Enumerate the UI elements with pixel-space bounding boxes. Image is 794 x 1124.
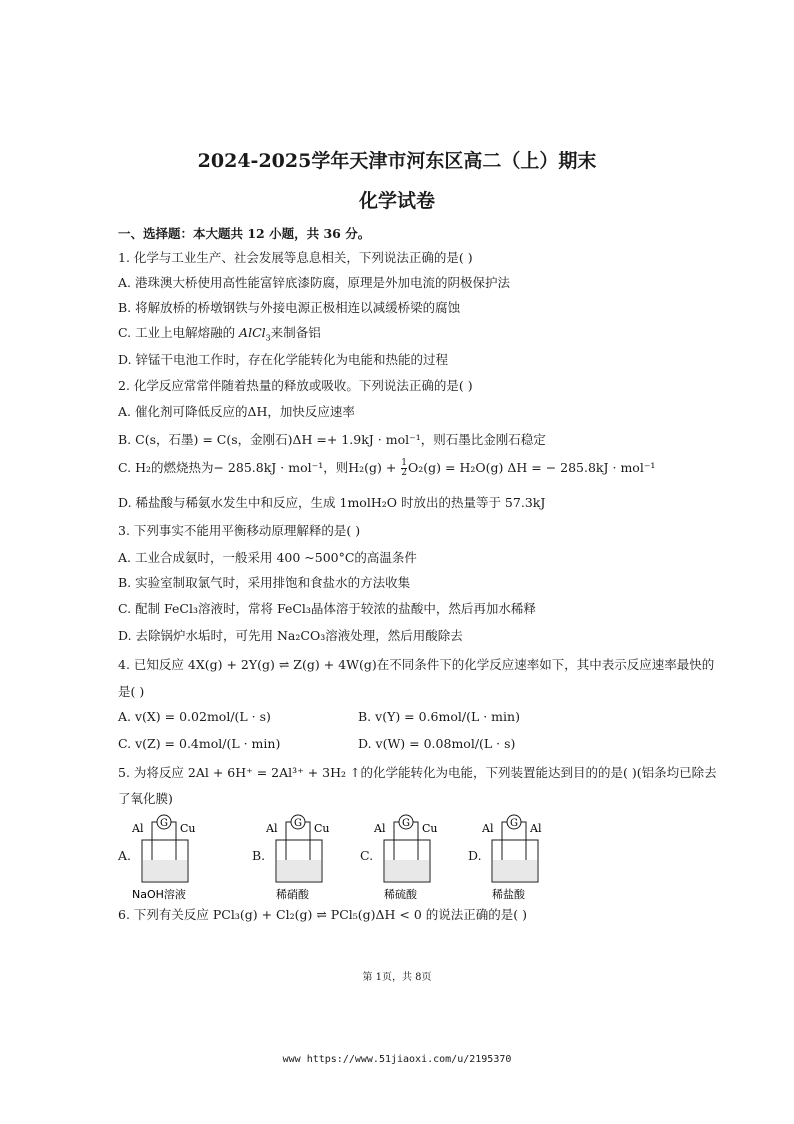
q1-c-post: 来制备铝 [270, 325, 321, 340]
apparatus-b-right-electrode: Cu [314, 822, 330, 835]
apparatus-d-solution-fill [493, 860, 537, 881]
apparatus-c-left-electrode: Al [374, 822, 386, 835]
apparatus-b-solution: 稀硝酸 [276, 888, 309, 901]
apparatus-a-solution: NaOH溶液 [132, 888, 186, 901]
q2-c-frac-num: 1 [401, 458, 408, 468]
exam-subtitle: 化学试卷 [358, 190, 435, 212]
q2-option-a: A. 催化剂可降低反应的ΔH，加快反应速率 [118, 404, 355, 419]
q1-option-b: B. 将解放桥的桥墩钢铁与外接电源正极相连以减缓桥梁的腐蚀 [118, 300, 461, 315]
q2-c-pre: C. H₂的燃烧热为− 285.8kJ · mol⁻¹，则H₂(g) + [118, 460, 401, 475]
q2-stem: 2. 化学反应常常伴随着热量的释放或吸收。下列说法正确的是( ) [118, 378, 473, 393]
q3-option-c: C. 配制 FeCl₃溶液时，常将 FeCl₃晶体溶于较浓的盐酸中，然后再加水稀释 [118, 601, 536, 616]
apparatus-a-letter: A. [118, 848, 132, 863]
apparatus-a-diagram [128, 812, 238, 902]
q2-option-b: B. C(s，石墨) = C(s，金刚石)ΔH =+ 1.9kJ · mol⁻¹，则石墨比金刚石稳定 [118, 432, 546, 447]
q2-c-frac-den: 2 [401, 468, 408, 478]
galvanometer-label: G [402, 818, 410, 829]
page-footer: 第 1页，共 8页 [362, 972, 432, 983]
q3-option-d: D. 去除锅炉水垢时，可先用 Na₂CO₃溶液处理，然后用酸除去 [118, 628, 463, 643]
q2-option-c [118, 458, 655, 478]
q6-stem: 6. 下列有关反应 PCl₃(g) + Cl₂(g) ⇌ PCl₅(g)ΔH < 0 的说法正确的是( ) [118, 907, 528, 922]
q4-option-d: D. v(W) = 0.08mol/(L · s) [358, 736, 516, 751]
q1-c-formula: AlCl [239, 325, 266, 340]
apparatus-a-right-electrode: Cu [180, 822, 196, 835]
apparatus-a-left-electrode: Al [132, 822, 144, 835]
q2-c-fraction [401, 459, 407, 478]
q1-option-c [118, 323, 321, 343]
q4-stem: 4. 已知反应 4X(g) + 2Y(g) ⇌ Z(g) + 4W(g)在不同条件下的化学反应速率如下，其中表示反应速率最快的 [118, 657, 715, 672]
exam-title: 2024-2025学年天津市河东区高二（上）期末 [197, 150, 597, 172]
apparatus-b-left-electrode: Al [266, 822, 278, 835]
apparatus-d-right-electrode: Al [530, 822, 542, 835]
apparatus-a-solution-fill [143, 860, 187, 881]
section-heading: 一、选择题：本大题共 12 小题，共 36 分。 [118, 226, 371, 241]
q1-option-a: A. 港珠澳大桥使用高性能富锌底漆防腐，原理是外加电流的阴极保护法 [118, 275, 510, 290]
q1-stem: 1. 化学与工业生产、社会发展等息息相关，下列说法正确的是( ) [118, 250, 473, 265]
apparatus-b-letter: B. [252, 848, 266, 863]
apparatus-d-letter: D. [468, 848, 482, 863]
apparatus-d-left-electrode: Al [482, 822, 494, 835]
q5-stem-cont: 了氧化膜) [118, 791, 173, 806]
apparatus-d-diagram [478, 812, 588, 902]
apparatus-c-letter: C. [360, 848, 374, 863]
source-url: www https://www.51jiaoxi.com/u/2195370 [282, 1054, 512, 1065]
apparatus-c-diagram [370, 812, 480, 902]
q1-option-d: D. 锌锰干电池工作时，存在化学能转化为电能和热能的过程 [118, 352, 449, 367]
apparatus-b-solution-fill [277, 860, 321, 881]
galvanometer-label: G [160, 818, 168, 829]
galvanometer-label: G [510, 818, 518, 829]
apparatus-c-right-electrode: Cu [422, 822, 438, 835]
galvanometer-label: G [294, 818, 302, 829]
q3-option-a: A. 工业合成氨时，一般采用 400 ~500°C的高温条件 [118, 550, 417, 565]
apparatus-c-solution: 稀硫酸 [384, 888, 417, 901]
q4-stem-cont: 是( ) [118, 684, 145, 699]
q4-option-a: A. v(X) = 0.02mol/(L · s) [118, 709, 271, 724]
q1-c-pre: C. 工业上电解熔融的 [118, 325, 240, 340]
q2-c-post: O₂(g) = H₂O(g) ΔH = − 285.8kJ · mol⁻¹ [408, 460, 656, 475]
apparatus-c-solution-fill [385, 860, 429, 881]
q4-option-b: B. v(Y) = 0.6mol/(L · min) [358, 709, 520, 724]
q1-c-sub: 3 [265, 333, 271, 343]
apparatus-d-solution: 稀盐酸 [492, 888, 525, 901]
apparatus-b-diagram [262, 812, 372, 902]
q4-option-c: C. v(Z) = 0.4mol/(L · min) [118, 736, 281, 751]
q3-stem: 3. 下列事实不能用平衡移动原理解释的是( ) [118, 523, 361, 538]
q3-option-b: B. 实验室制取氯气时，采用排饱和食盐水的方法收集 [118, 575, 411, 590]
q2-option-d: D. 稀盐酸与稀氨水发生中和反应，生成 1molH₂O 时放出的热量等于 57.3kJ [118, 495, 546, 510]
q5-stem: 5. 为将反应 2Al + 6H⁺ = 2Al³⁺ + 3H₂ ↑的化学能转化为电能，下列装置能达到目的的是( )(铝条均已除去 [118, 765, 717, 780]
